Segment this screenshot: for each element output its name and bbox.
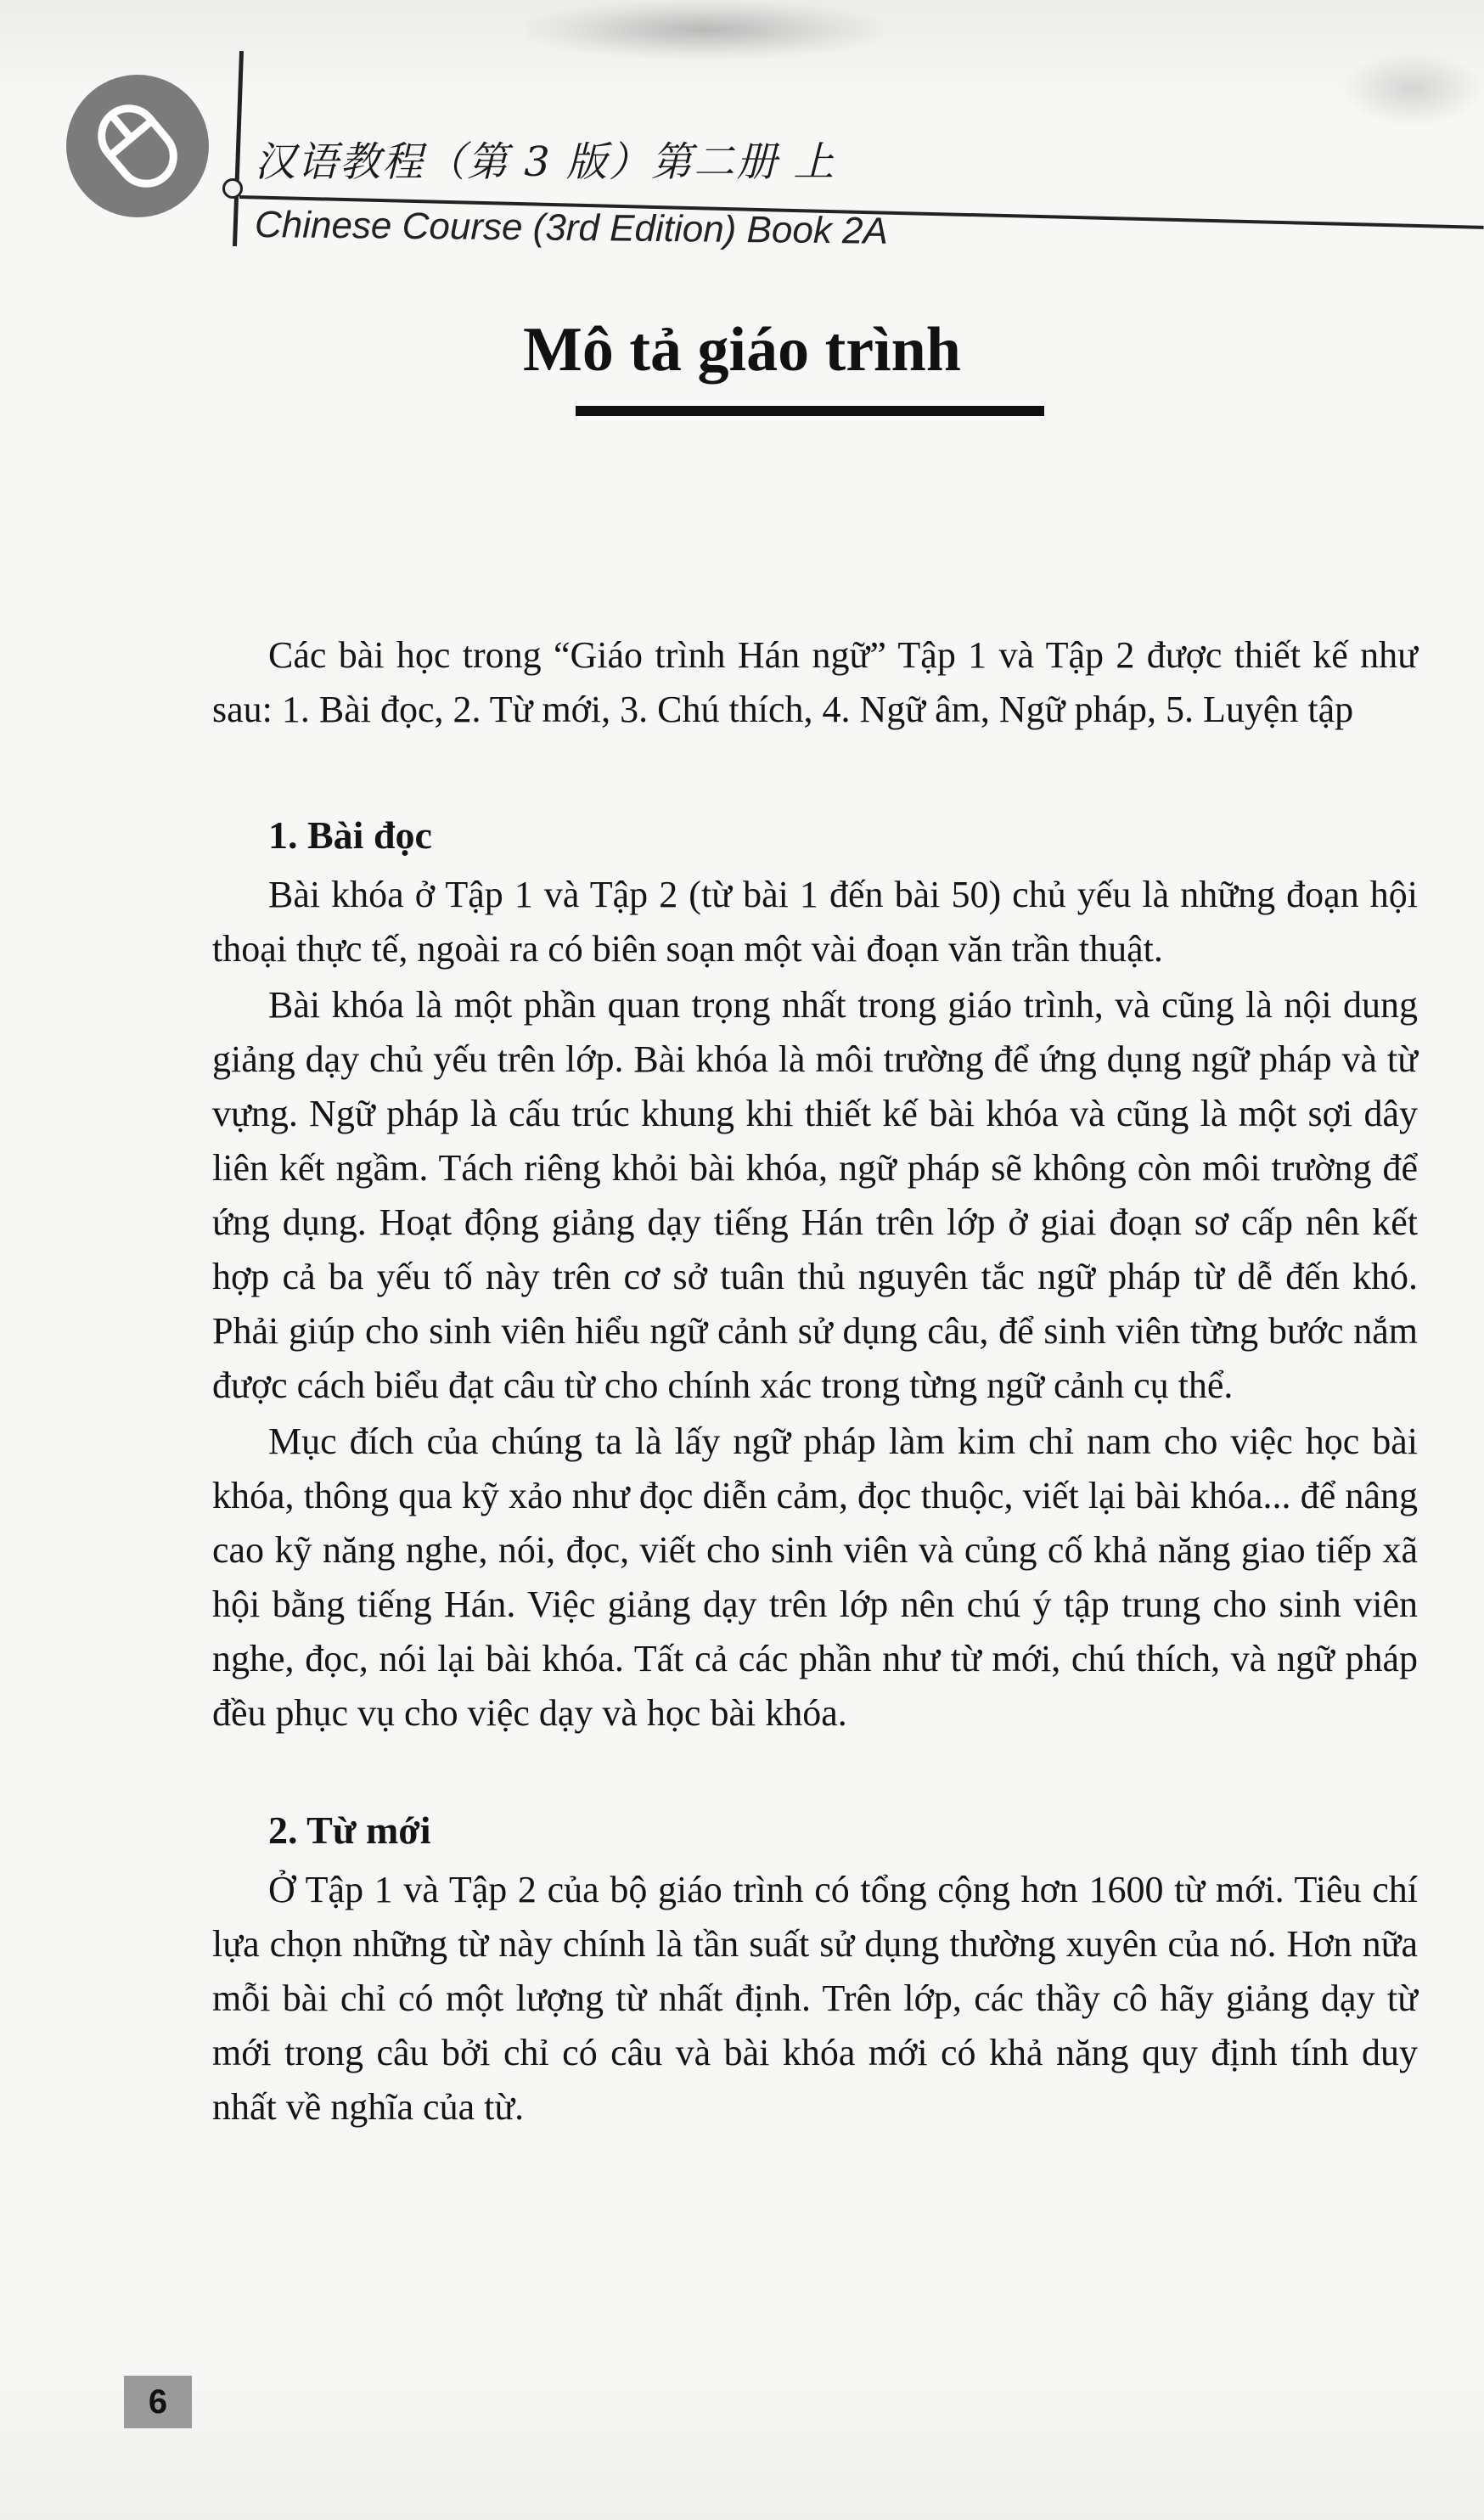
section-heading: 1. Bài đọc	[268, 813, 432, 857]
mouse-icon	[66, 75, 209, 217]
header-ring-ornament	[222, 178, 243, 199]
book-title-english: Chinese Course (3rd Edition) Book 2A	[254, 204, 889, 252]
scan-smudge-top	[526, 0, 883, 59]
paragraph: Bài khóa là một phần quan trọng nhất trong giáo trình, và cũng là nội dung giảng dạy chủ yếu trên lớp. Bài khóa là môi trường để ứng dụng ngữ pháp và từ vựng. Ngữ pháp là cấu trúc khung khi thiết kế bài khóa và cũng là một sợi dây liên kết ngầm. Tách riêng khỏi bài khóa, ngữ pháp sẽ không còn môi trường để ứng dụng. Hoạt động giảng dạy tiếng Hán trên lớp ở giai đoạn sơ cấp nên kết hợp cả ba yếu tố này trên cơ sở tuân thủ nguyên tắc ngữ pháp từ dễ đến khó. Phải giúp cho sinh viên hiểu ngữ cảnh sử dụng câu, để sinh viên từng bước nắm được cách biểu đạt câu từ cho chính xác trong từng ngữ cảnh cụ thể.	[212, 984, 1418, 1406]
page-title: Mô tả giáo trình	[523, 315, 961, 385]
title-underline	[576, 406, 1044, 416]
page-number: 6	[124, 2376, 192, 2428]
main-content	[212, 628, 1418, 2194]
section-reading	[212, 805, 1418, 1741]
paragraph: Ở Tập 1 và Tập 2 của bộ giáo trình có tổng cộng hơn 1600 từ mới. Tiêu chí lựa chọn những từ này chính là tần suất sử dụng thường xuyên của nó. Hơn nữa mỗi bài chỉ có một lượng từ nhất định. Trên lớp, các thầy cô hãy giảng dạy từ mới trong câu bởi chỉ có câu và bài khóa mới có khả năng quy định tính duy nhất về nghĩa của từ.	[212, 1869, 1418, 2128]
book-title-chinese: 汉语教程（第 3 版）第二册 上	[255, 138, 836, 186]
intro-paragraph	[212, 628, 1418, 737]
paragraph: Bài khóa ở Tập 1 và Tập 2 (từ bài 1 đến bài 50) chủ yếu là những đoạn hội thoại thực tế, ngoài ra có biên soạn một vài đoạn văn trần thuật.	[212, 874, 1418, 970]
section-new-words	[212, 1800, 1418, 2135]
section-heading: 2. Từ mới	[268, 1808, 431, 1852]
paragraph: Mục đích của chúng ta là lấy ngữ pháp làm kim chỉ nam cho việc học bài khóa, thông qua kỹ xảo như đọc diễn cảm, đọc thuộc, viết lại bài khóa... để nâng cao kỹ năng nghe, nói, đọc, viết cho sinh viên và củng cố khả năng giao tiếp xã hội bằng tiếng Hán. Việc giảng dạy trên lớp nên chú ý tập trung cho sinh viên nghe, đọc, nói lại bài khóa. Tất cả các phần như từ mới, chú thích, và ngữ pháp đều phục vụ cho việc dạy và học bài khóa.	[212, 1420, 1418, 1734]
intro-text: Các bài học trong “Giáo trình Hán ngữ” Tập 1 và Tập 2 được thiết kế như sau: 1. Bài đọc, 2. Từ mới, 3. Chú thích, 4. Ngữ âm, Ngữ pháp, 5. Luyện tập	[212, 634, 1418, 730]
scan-smudge-right	[1341, 51, 1484, 127]
